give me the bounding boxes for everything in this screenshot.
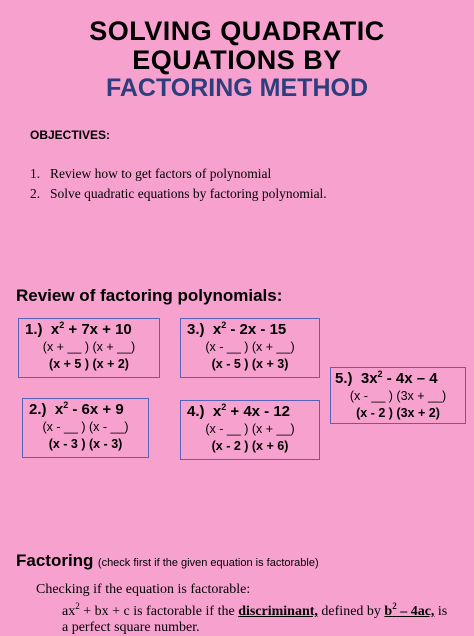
review-heading: Review of factoring polynomials: [16,286,283,305]
example-template: (x - __ ) (3x + __) [349,389,447,403]
example-template: (x - __ ) (x + __) [205,340,295,354]
objective-item [30,164,327,184]
example-factored: (x - 3 ) (x - 3) [48,437,123,451]
objective-number: 1. [30,166,41,181]
discriminant-rule: $ax^2$ + bx + c is factorable if the discriminant, defined by $b^2 - 4ac$, is [62,601,448,619]
example-box-4 [180,400,320,460]
title-line-2: EQUATIONS BY [132,45,342,75]
factoring-note: (check first if the given equation is factorable) [97,557,319,569]
example-template: (x - __ ) (x - __) [42,420,129,434]
title-line-1: SOLVING QUADRATIC [89,16,385,46]
example-equation: 3.) $x^2 - 2x - 15$ [187,320,287,338]
example-equation: 4.) $x^2 + 4x - 12$ [187,402,291,420]
objective-number: 2. [30,186,41,201]
example-box-3 [180,318,320,378]
example-factored: (x + 5 ) (x + 2) [49,357,129,371]
example-template: (x - __ ) (x + __) [205,422,295,436]
example-box-5 [330,367,466,424]
title-line-3: FACTORING METHOD [105,74,369,102]
example-box-1 [18,318,160,378]
example-equation: 2.) $x^2 - 6x + 9$ [29,400,124,418]
discriminant-rule-line-2: a perfect square number. [62,620,200,635]
example-box-2 [22,398,149,458]
example-factored: (x - 2 ) (x + 6) [211,439,289,453]
discriminant-term: discriminant, [238,604,318,619]
example-factored: (x - 2 ) (3x + 2) [356,406,440,420]
example-equation: 5.) $3x^2 - 4x - 4$ [335,369,438,387]
factoring-title: Factoring [16,551,94,570]
factoring-heading [16,551,319,571]
objective-item [30,184,327,204]
checking-text: Checking if the equation is factorable: [36,582,251,597]
objectives-heading: OBJECTIVES: [30,128,111,142]
example-template: (x + __ ) (x + __) [42,340,136,354]
example-equation: 1.) $x^2 + 7x + 10$ [25,320,132,338]
objective-text: Solve quadratic equations by factoring polynomial. [50,186,327,201]
objectives-list [30,164,327,204]
example-factored: (x - 5 ) (x + 3) [211,357,289,371]
objective-text: Review how to get factors of polynomial [50,166,272,181]
